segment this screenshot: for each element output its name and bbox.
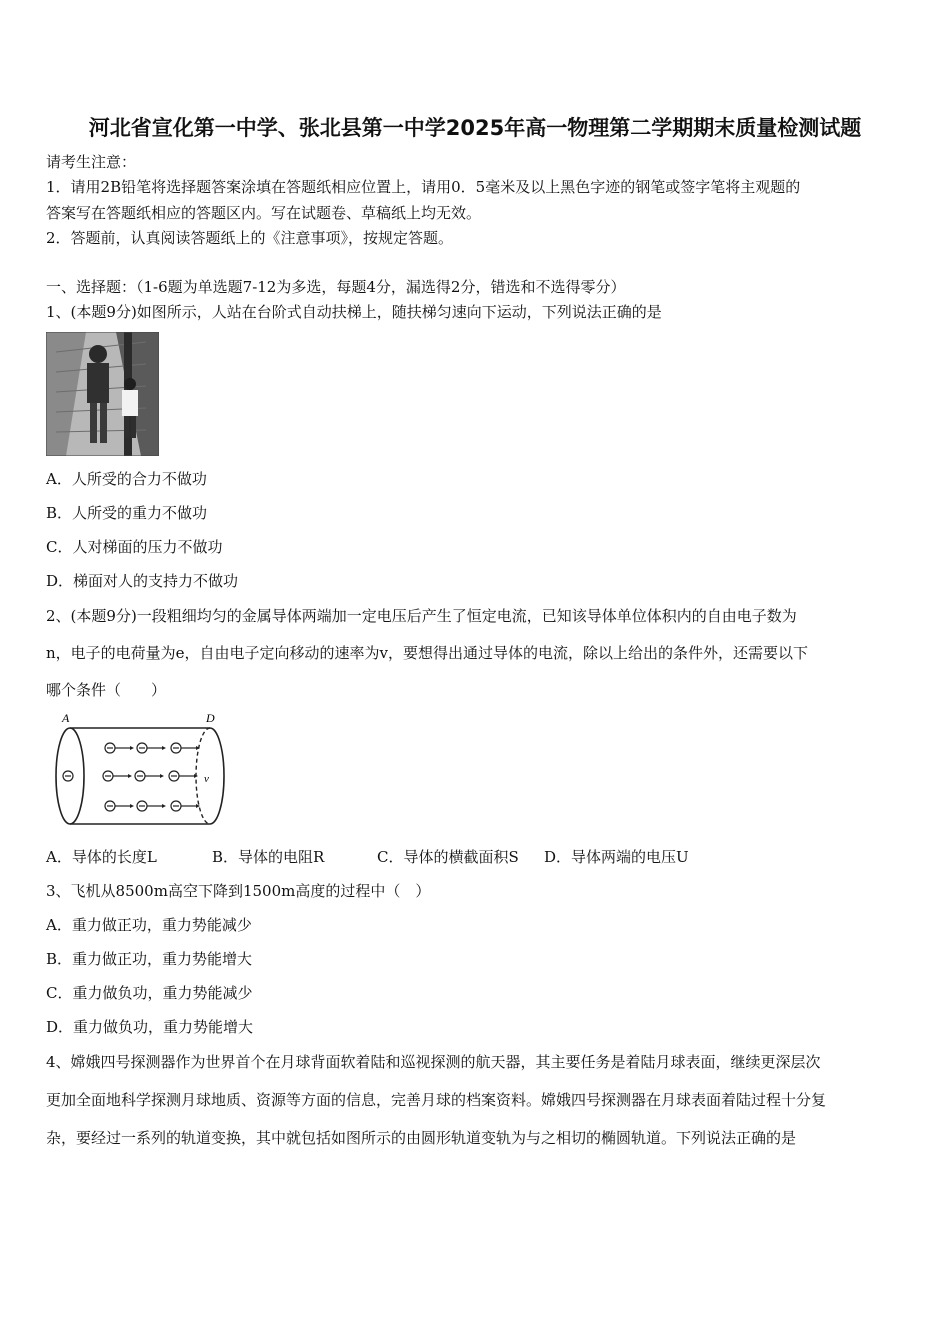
question-1-option-d: D．梯面对人的支持力不做功: [46, 572, 239, 590]
notice-heading: 请考生注意：: [46, 153, 137, 171]
question-4-line-2: 更加全面地科学探测月球地质、资源等方面的信息，完善月球的档案资料。嫦娥四号探测器在月球表面着陆过程十分复: [46, 1091, 827, 1109]
escalator-photo: [46, 332, 159, 456]
question-2-line-2: n，电子的电荷量为e，自由电子定向移动的速率为v，要想得出通过导体的电流，除以上给出的条件外，还需要以下: [46, 644, 809, 662]
question-3-option-d: D．重力做负功，重力势能增大: [46, 1018, 254, 1036]
question-4-line-3: 杂，要经过一系列的轨道变换，其中就包括如图所示的由圆形轨道变轨为与之相切的椭圆轨道。下列说法正确的是: [46, 1129, 797, 1147]
question-2-option-a: A．导体的长度L: [46, 848, 157, 866]
question-2-option-d: D．导体两端的电压U: [544, 848, 689, 866]
question-3-option-c: C．重力做负功，重力势能减少: [46, 984, 253, 1002]
question-3-option-a: A．重力做正功，重力势能减少: [46, 916, 252, 934]
question-2-option-c: C．导体的横截面积S: [377, 848, 519, 866]
electron-row-bottom: [105, 801, 196, 811]
electron-row-top: [105, 743, 196, 753]
notice-item-2: 2．答题前，认真阅读答题纸上的《注意事项》，按规定答题。: [46, 229, 454, 247]
question-2-line-3: 哪个条件（ ）: [46, 681, 167, 699]
question-1-option-b: B．人所受的重力不做功: [46, 504, 208, 522]
page-title: 河北省宣化第一中学、张北县第一中学2025年高一物理第二学期期末质量检测试题: [88, 116, 862, 140]
question-3-option-b: B．重力做正功，重力势能增大: [46, 950, 253, 968]
label-d: D: [206, 711, 215, 725]
question-2-option-b: B．导体的电阻R: [212, 848, 325, 866]
question-1-option-c: C．人对梯面的压力不做功: [46, 538, 223, 556]
label-a: A: [62, 711, 70, 725]
question-2-line-1: 2、(本题9分)一段粗细均匀的金属导体两端加一定电压后产生了恒定电流，已知该导体单位体积内的自由电子数为: [46, 607, 797, 625]
question-1-option-a: A．人所受的合力不做功: [46, 470, 207, 488]
conductor-diagram: [50, 710, 240, 830]
notice-item-1-line-1: 1．请用2B铅笔将选择题答案涂填在答题纸相应位置上，请用0．5毫米及以上黑色字迹的钢笔或签字笔将主观题的: [46, 178, 801, 196]
question-1-stem: 1、(本题9分)如图所示，人站在台阶式自动扶梯上，随扶梯匀速向下运动，下列说法正确的是: [46, 303, 662, 321]
question-4-line-1: 4、嫦娥四号探测器作为世界首个在月球背面软着陆和巡视探测的航天器，其主要任务是着陆月球表面，继续更深层次: [46, 1053, 821, 1071]
label-v: v: [204, 773, 209, 785]
section-heading: 一、选择题：（1-6题为单选题7-12为多选，每题4分，漏选得2分，错选和不选得零分）: [46, 278, 626, 296]
notice-item-1-line-2: 答案写在答题纸相应的答题区内。写在试题卷、草稿纸上均无效。: [46, 204, 482, 222]
question-3-stem: 3、飞机从8500m高空下降到1500m高度的过程中（ ）: [46, 882, 431, 900]
